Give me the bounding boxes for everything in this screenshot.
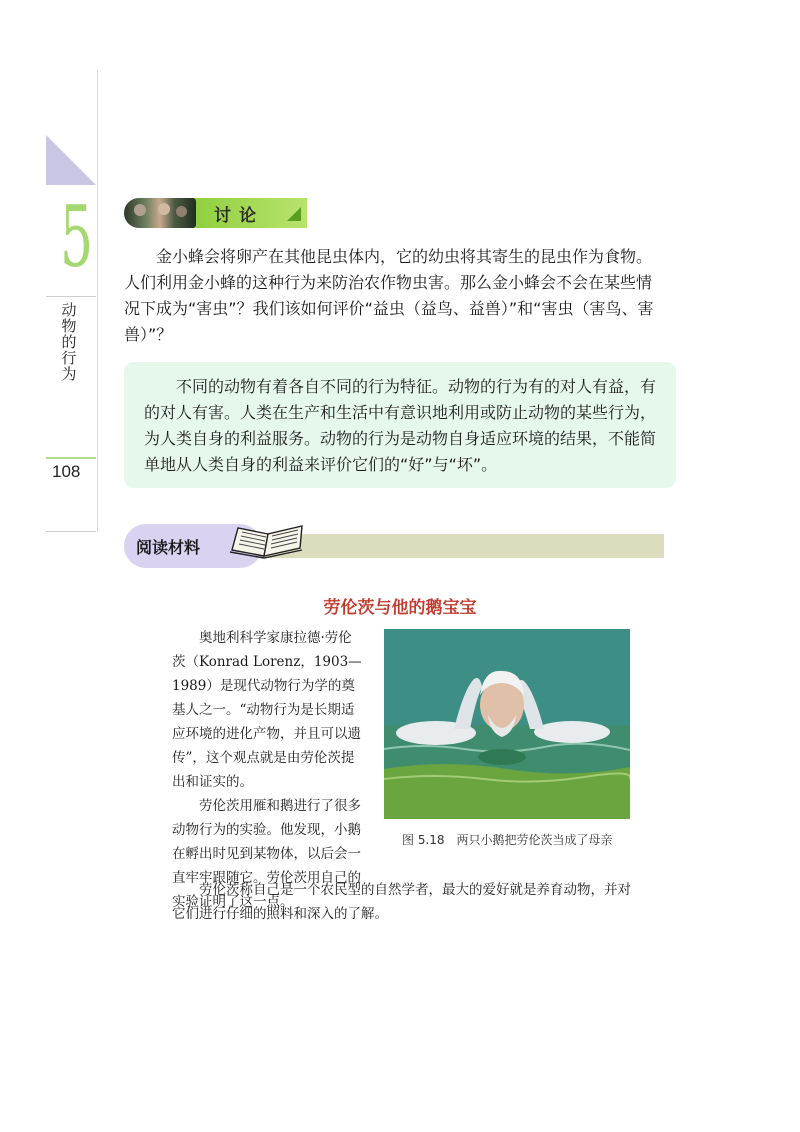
- article-column: [172, 626, 362, 914]
- figure-caption: 图 5.18 两只小鹅把劳伦茨当成了母亲: [402, 833, 613, 847]
- summary-box: [124, 362, 676, 488]
- lorenz-geese-photo: [384, 629, 630, 819]
- discussion-text: 金小蜂会将卵产在其他昆虫体内，它的幼虫将其寄生的昆虫作为食物。人们利用金小蜂的这种行为来防治农作物虫害。那么金小蜂会不会在某些情况下成为“害虫”？我们该如何评价“益虫（益鸟、益兽）”和“害虫（害鸟、害兽）”？: [124, 247, 654, 344]
- article-paragraph: 劳伦茨称自己是一个农民型的自然学者，最大的爱好就是养育动物，并对它们进行仔细的照料和深入的了解。: [172, 882, 631, 922]
- open-book-icon: [228, 520, 308, 560]
- discussion-label: 讨论: [214, 206, 264, 226]
- article-paragraph-full: [172, 878, 640, 926]
- discussion-photo-icon: [124, 198, 196, 228]
- reading-label: 阅读材料: [136, 538, 201, 557]
- article-paragraph: 劳伦茨用雁和鹅进行了很多动物行为的实验。他发现，小鹅在孵出时见到某物体，以后会一直牢牢跟随它。劳伦茨用自己的实验证明了这一点。: [172, 798, 361, 910]
- margin-divider: [46, 516, 96, 532]
- chapter-divider: [46, 296, 96, 297]
- article-title: 劳伦茨与他的鹅宝宝: [323, 598, 477, 618]
- page-number: 108: [52, 462, 81, 481]
- corner-decoration: [46, 135, 96, 185]
- summary-text: 不同的动物有着各自不同的行为特征。动物的行为有的对人有益，有的对人有害。人类在生产和生活中有意识地利用或防止动物的某些行为，为人类自身的利益服务。动物的行为是动物自身适应环境的结果，不能简单地从人类自身的利益来评价它们的“好”与“坏”。: [144, 377, 657, 474]
- page-number-rule: [46, 457, 96, 459]
- discussion-header: [124, 195, 307, 229]
- chapter-title: 动物的行为: [61, 301, 77, 383]
- chapter-number: 5: [60, 188, 94, 286]
- article-paragraph: 奥地利科学家康拉德·劳伦茨（Konrad Lorenz，1903—1989）是现代动物行为学的奠基人之一。“动物行为是长期适应环境的进化产物，并且可以遗传”，这个观点就是由劳伦茨提出和证实的。: [172, 630, 362, 790]
